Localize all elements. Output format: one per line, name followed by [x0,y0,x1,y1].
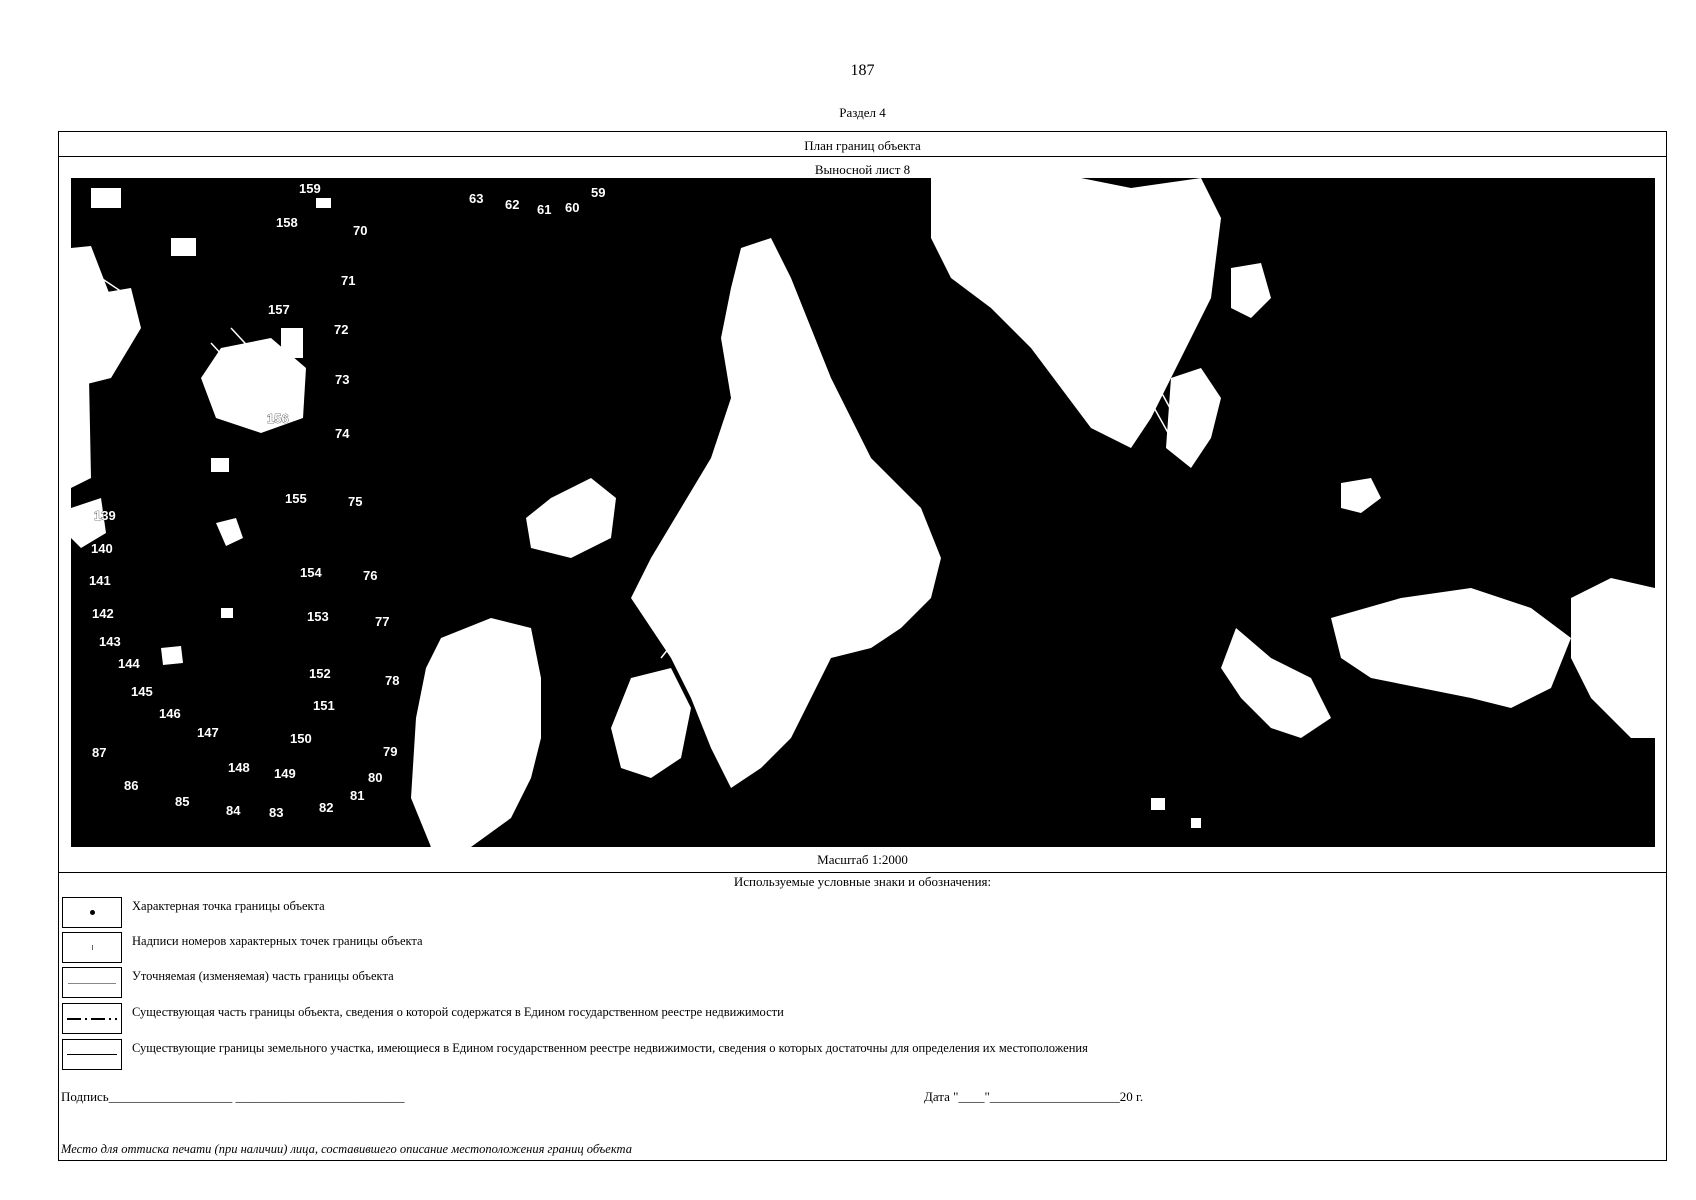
point-number-label: 59 [591,185,606,200]
point-number-label: 155 [285,491,307,506]
point-number-label: 71 [341,273,356,288]
point-number-label: 144 [118,656,140,671]
point-number-label: 153 [307,609,329,624]
point-number-label: 60 [565,200,580,215]
point-number-label: 141 [89,573,111,588]
point-number-label-icon [92,945,93,950]
map-image [71,178,1655,847]
legend-symbol-solid [62,1039,122,1070]
point-number-label: 139 [94,508,116,523]
legend-title: Используемые условные знаки и обозначения: [733,874,992,889]
point-number-label: 78 [385,673,400,688]
point-number-label: 62 [505,197,520,212]
point-number-label: 80 [368,770,383,785]
legend-text: Существующие границы земельного участка, имеющиеся в Едином государственном реестре недвижимости, сведения о которых достаточны для определения их местоположения [132,1041,1088,1055]
point-number-label: 156 [267,411,289,426]
point-number-label: 63 [469,191,484,206]
point-number-label: 84 [226,803,241,818]
divider [58,156,1667,157]
solid-line-icon [67,1054,117,1055]
legend-text: Надписи номеров характерных точек границы объекта [132,934,423,948]
point-number-label: 82 [319,800,334,815]
legend-symbol-label [62,932,122,963]
legend-text: Уточняемая (изменяемая) часть границы объекта [132,969,394,983]
legend-symbol-dashdot [62,1003,122,1034]
legend-symbol-point [62,897,122,928]
point-number-label: 145 [131,684,153,699]
point-number-label: 143 [99,634,121,649]
point-number-label: 149 [274,766,296,781]
point-number-label: 142 [92,606,114,621]
point-number-label: 158 [276,215,298,230]
dash-dot-line-icon [63,1004,121,1033]
section-label: Раздел 4 [839,105,886,120]
point-number-label: 152 [309,666,331,681]
point-number-label: 83 [269,805,284,820]
point-number-label: 61 [537,202,552,217]
date-line: Дата "____"____________________20 г. [924,1089,1144,1104]
scale-label: Масштаб 1:2000 [817,852,908,867]
point-number-label: 85 [175,794,190,809]
point-number-label: 73 [335,372,350,387]
point-number-label: 150 [290,731,312,746]
plan-title: План границ объекта [804,138,921,153]
point-number-label: 76 [363,568,378,583]
point-number-label: 151 [313,698,335,713]
point-number-label: 75 [348,494,363,509]
point-number-label: 79 [383,744,398,759]
point-number-label: 86 [124,778,139,793]
legend-symbol-refined [62,967,122,998]
point-dot-icon [90,910,95,915]
divider [58,872,1667,873]
refined-boundary-line-icon [68,983,116,984]
map-canvas [71,178,1655,847]
point-number-label: 148 [228,760,250,775]
signature-line: Подпись___________________ __________________________ [61,1089,405,1104]
legend-text: Характерная точка границы объекта [132,899,325,913]
point-number-label: 154 [300,565,322,580]
point-number-label: 157 [268,302,290,317]
point-number-label: 72 [334,322,349,337]
point-number-label: 74 [335,426,350,441]
point-number-label: 147 [197,725,219,740]
point-number-label: 159 [299,181,321,196]
point-number-label: 140 [91,541,113,556]
point-number-label: 81 [350,788,365,803]
legend-text: Существующая часть границы объекта, сведения о которой содержатся в Едином государственном реестре недвижимости [132,1005,784,1019]
point-number-label: 77 [375,614,390,629]
point-number-label: 87 [92,745,107,760]
stamp-note: Место для оттиска печати (при наличии) лица, составившего описание местоположения границ объекта [61,1142,632,1156]
sheet-title: Выносной лист 8 [814,162,911,177]
point-number-label: 146 [159,706,181,721]
point-number-label: 70 [353,223,368,238]
page-number: 187 [850,62,875,79]
